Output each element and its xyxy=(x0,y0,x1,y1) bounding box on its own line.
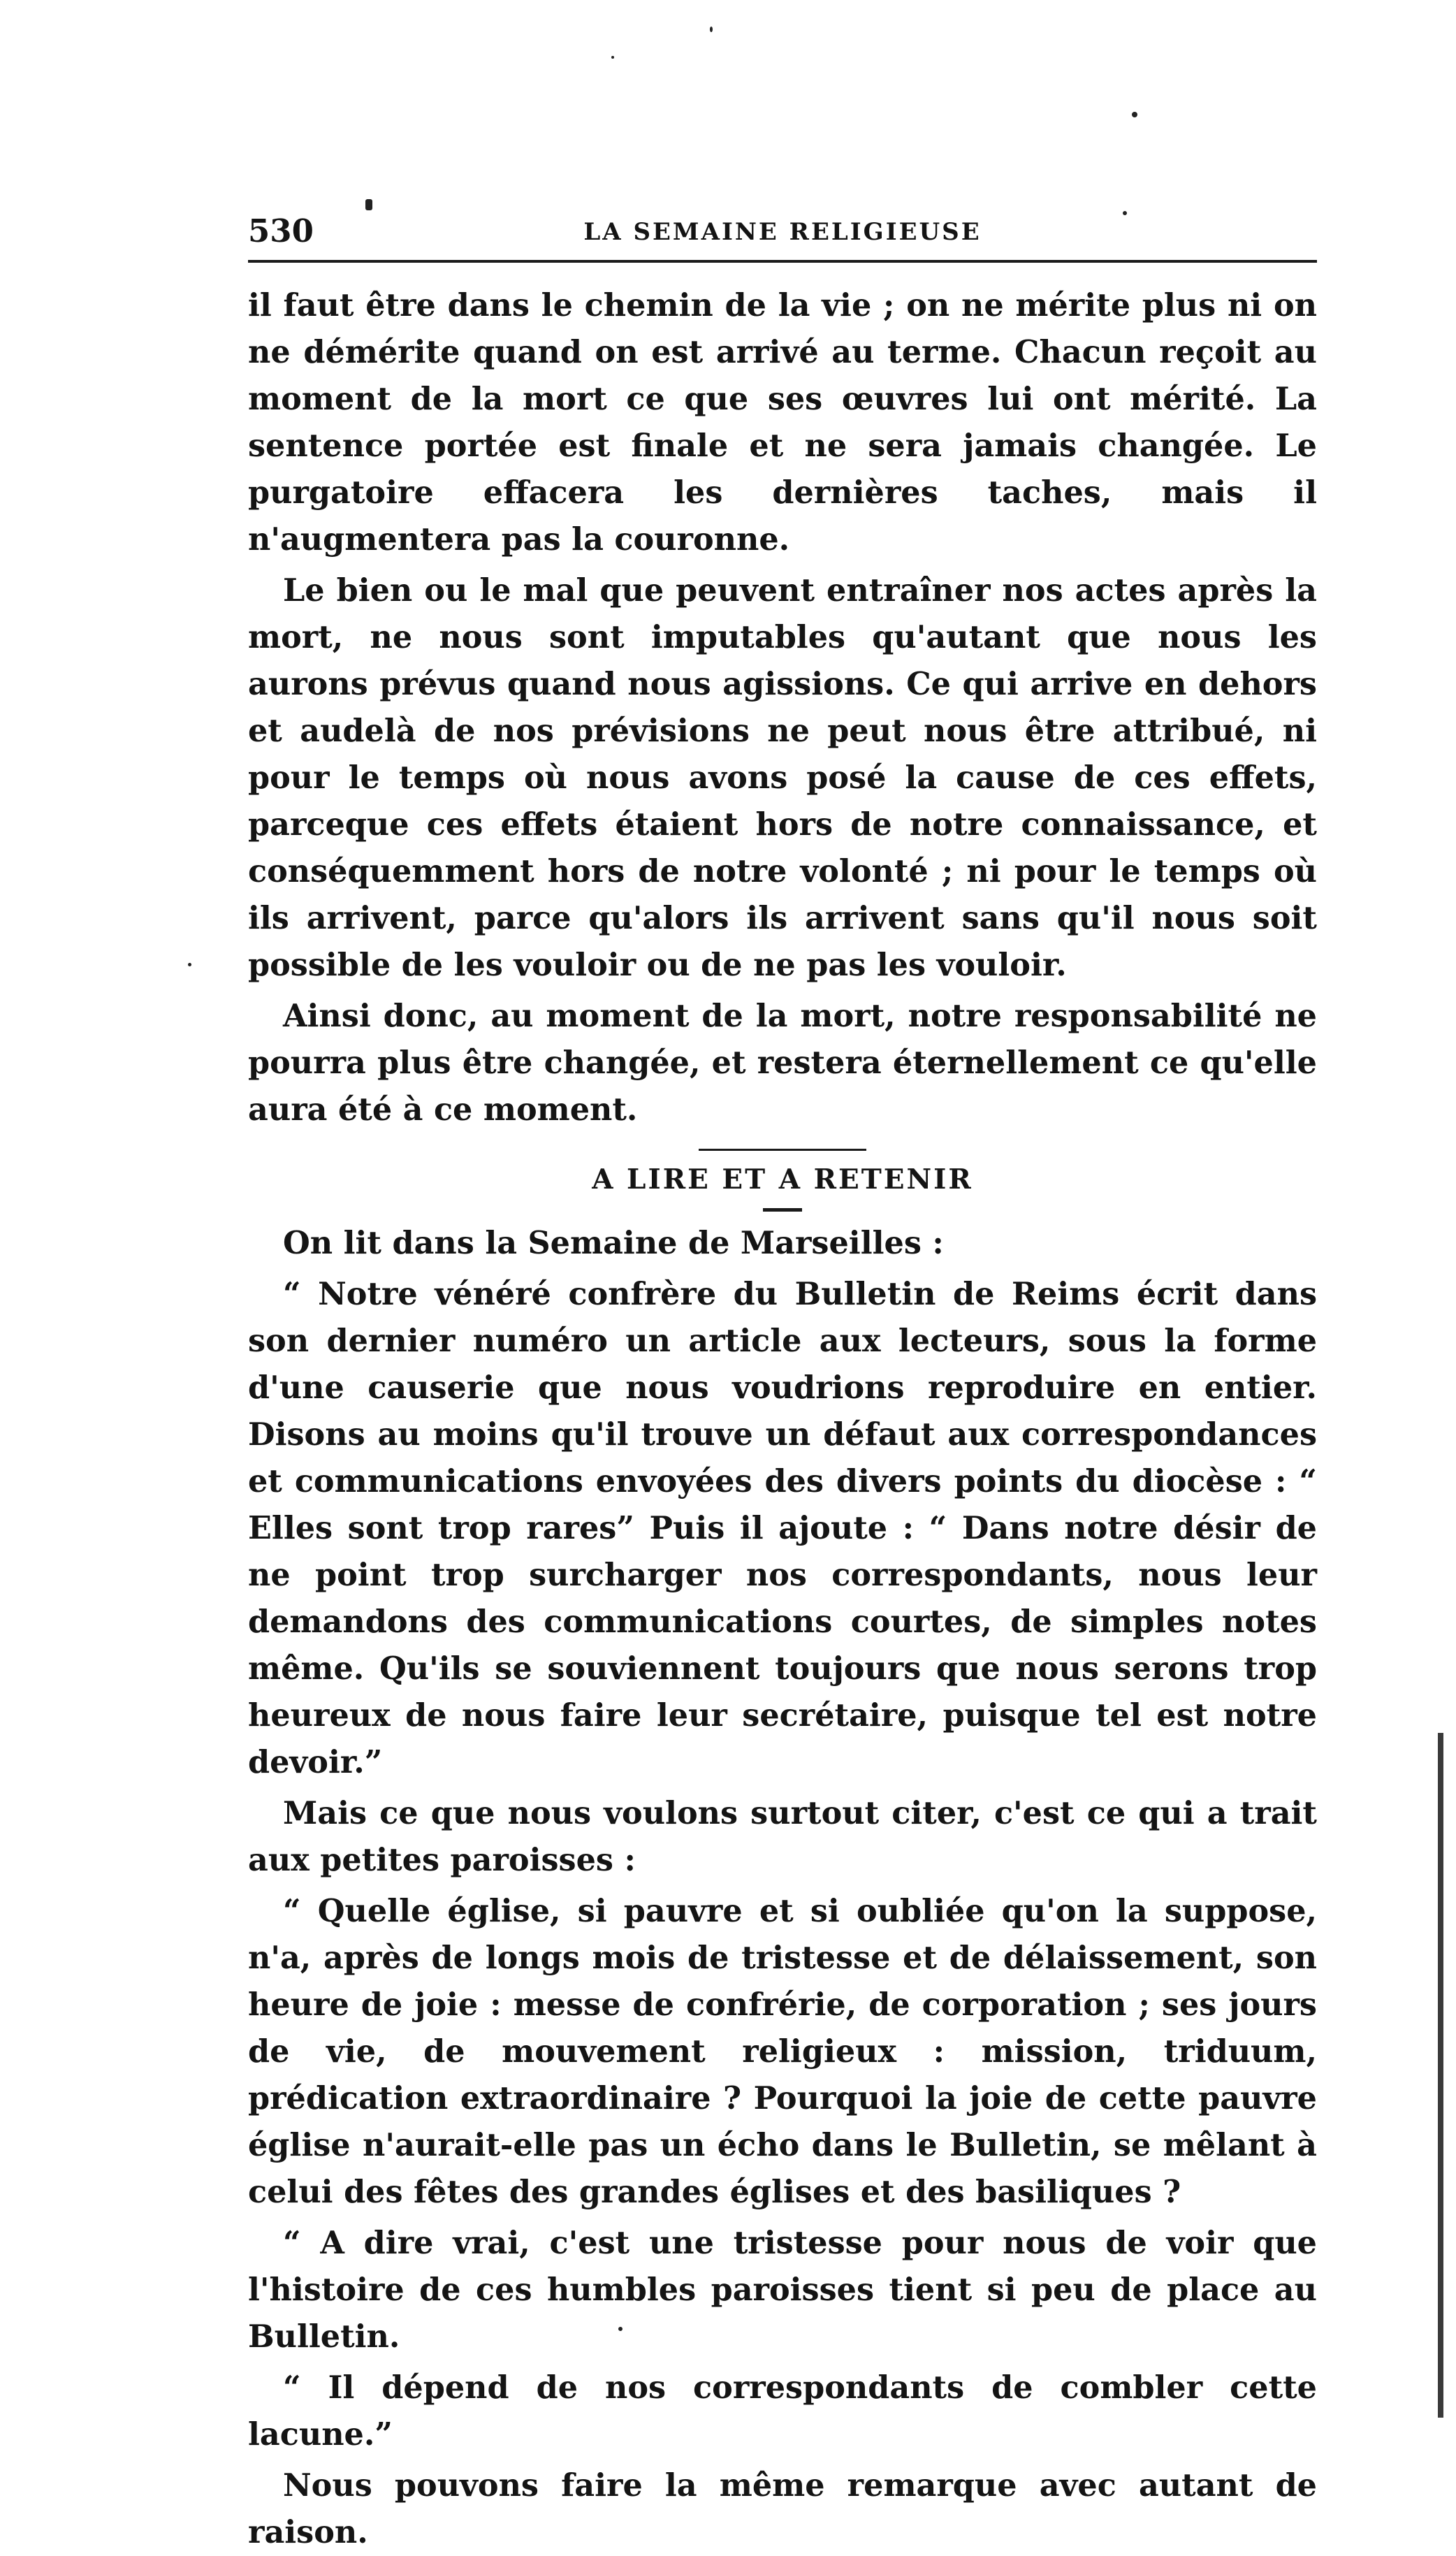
speck xyxy=(611,56,614,59)
running-head: LA SEMAINE RELIGIEUSE xyxy=(583,218,982,246)
paragraph: Mais ce que nous voulons surtout citer, c'est ce qui a trait aux petites paroisses : xyxy=(248,1795,1317,1878)
quote-paragraph: “ A dire vrai, c'est une tristesse pour nous de voir que l'histoire de ces humbles paroisses tient si peu de place au Bulletin. xyxy=(248,2225,1317,2355)
page-header xyxy=(248,210,1317,263)
paragraph: Nous pouvons faire la même remarque avec autant de raison. xyxy=(248,2467,1317,2550)
paragraph: Ainsi donc, au moment de la mort, notre responsabilité ne pourra plus être changée, et restera éternellement ce qu'elle aura été à ce moment. xyxy=(248,998,1317,1128)
page-body xyxy=(248,282,1317,2556)
section-title: A LIRE ET A RETENIR xyxy=(592,1163,973,1196)
page-edge-scan-artifact xyxy=(1438,1733,1443,2418)
speck xyxy=(188,963,191,966)
paragraph: On lit dans la Semaine de Marseilles : xyxy=(283,1225,944,1261)
page-number: 530 xyxy=(248,212,314,249)
quote-paragraph: “ Quelle église, si pauvre et si oubliée qu'on la suppose, n'a, après de longs mois de tristesse et de délaissement, son heure de joie : messe de confrérie, de corporation ; ses jours de vie, de mouvement religieux : mission, triduum, prédication extraordinaire ? Pourquoi la joie de cette pauvre église n'aurait-elle pas un écho dans le Bulletin, se mêlant à celui des fêtes des grandes églises et des basiliques ? xyxy=(248,1893,1317,2210)
paragraph: Le bien ou le mal que peuvent entraîner nos actes après la mort, ne nous sont imputables qu'autant que nous les aurons prévus quand nous agissions. Ce qui arrive en dehors et audelà de nos prévisions ne peut nous être attribué, ni pour le temps où nous avons posé la cause de ces effets, parceque ces effets étaient hors de notre connaissance, et conséquemment hors de notre volonté ; ni pour le temps où ils arrivent, parce qu'alors ils arrivent sans qu'il nous soit possible de les vouloir ou de ne pas les vouloir. xyxy=(248,572,1317,983)
quote-paragraph: “ Notre vénéré confrère du Bulletin de Reims écrit dans son dernier numéro un article aux lecteurs, sous la forme d'une causerie que nous voudrions reproduire en entier. Disons au moins qu'il trouve un défaut aux correspondances et communications envoyées des divers points du diocèse : “ Elles sont trop rares” Puis il ajoute : “ Dans notre désir de ne point trop surcharger nos correspondants, nous leur demandons des communications courtes, de simples notes même. Qu'ils se souviennent toujours que nous serons trop heureux de nous faire leur secrétaire, puisque tel est notre devoir.” xyxy=(248,1276,1317,1780)
paragraph: il faut être dans le chemin de la vie ; on ne mérite plus ni on ne démérite quand on est arrivé au terme. Chacun reçoit au moment de la mort ce que ses œuvres lui ont mérité. La sentence portée est finale et ne sera jamais changée. Le purgatoire effacera les dernières taches, mais il n'augmentera pas la couronne. xyxy=(248,287,1317,558)
speck xyxy=(710,27,713,32)
document-page xyxy=(248,210,1317,2556)
speck xyxy=(1132,112,1137,117)
speck xyxy=(365,199,372,210)
title-rule xyxy=(763,1208,802,1212)
section-divider xyxy=(699,1149,866,1151)
quote-paragraph: “ Il dépend de nos correspondants de combler cette lacune.” xyxy=(248,2369,1317,2453)
